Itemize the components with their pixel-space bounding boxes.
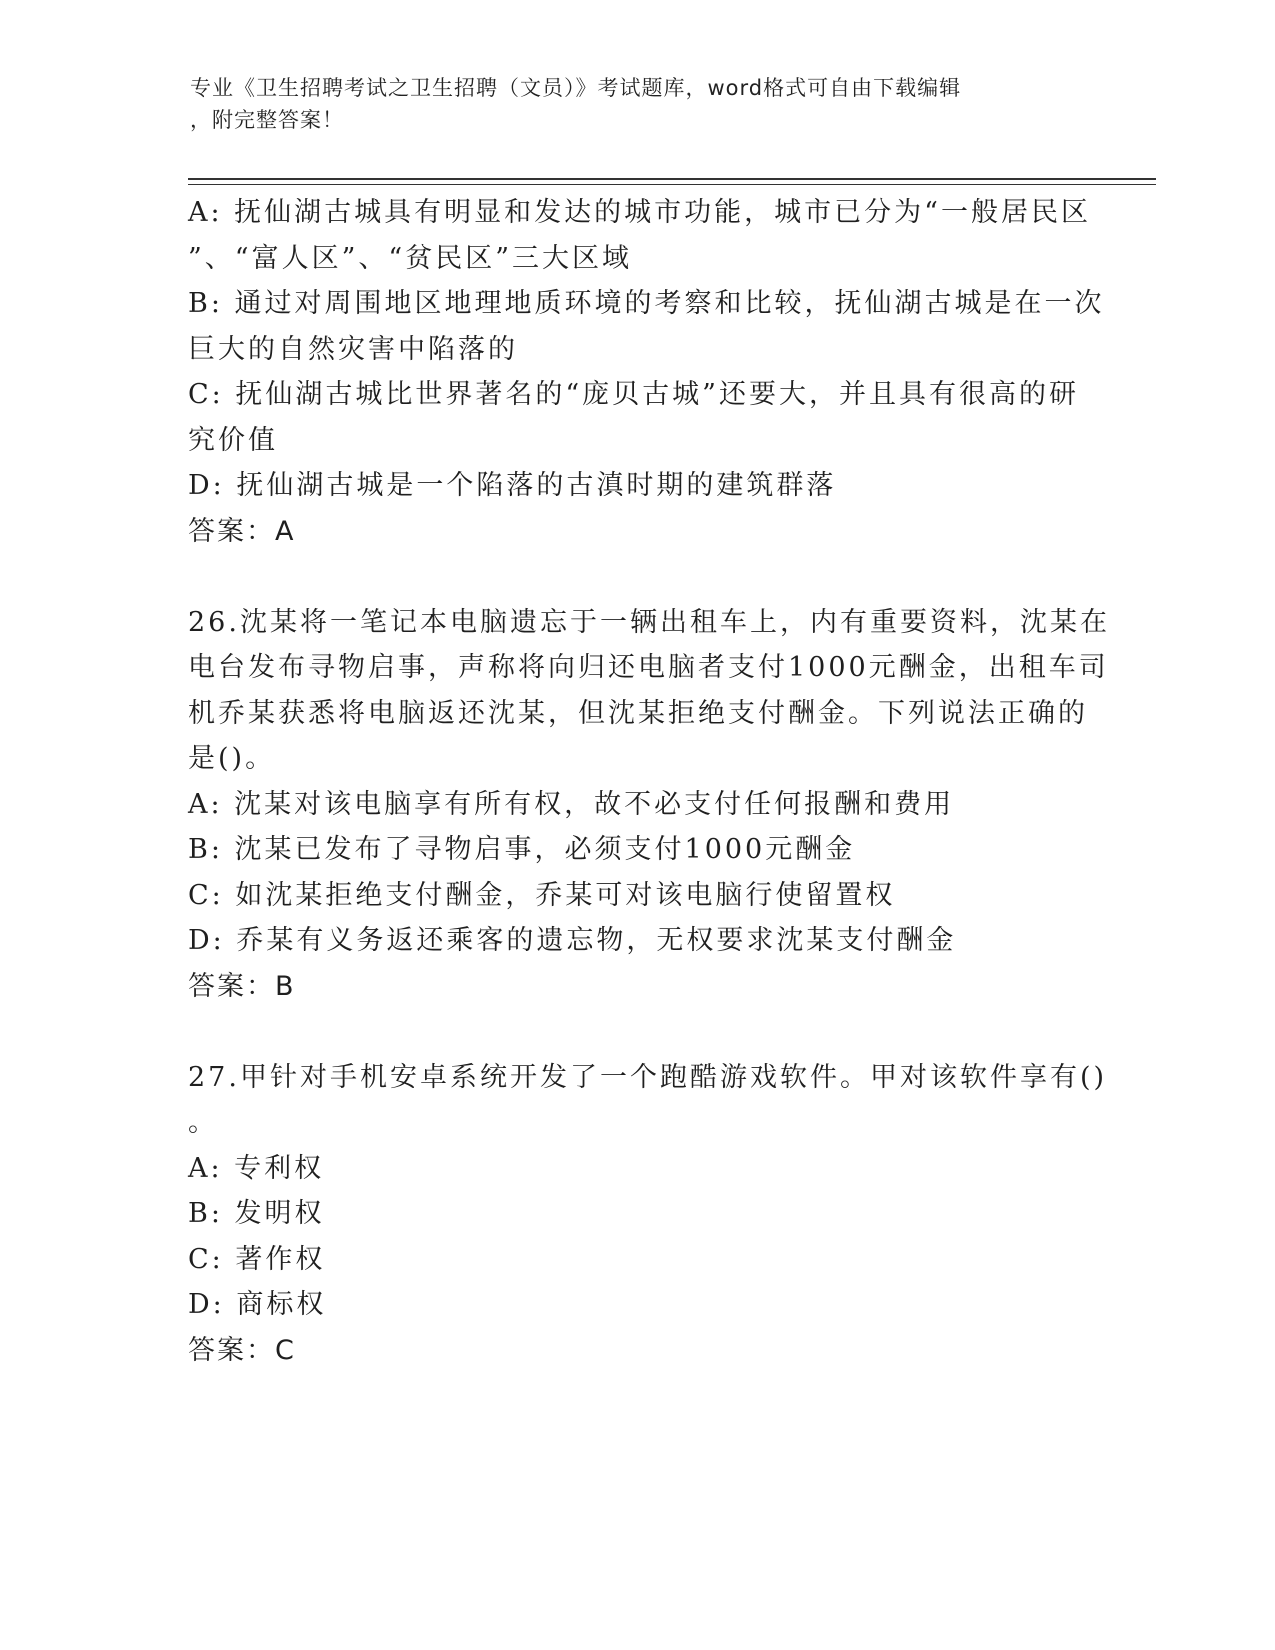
header-line-2: ，附完整答案！ bbox=[190, 108, 344, 132]
page-header bbox=[190, 72, 1070, 136]
q26-stem-line-1: 26.沈某将一笔记本电脑遗忘于一辆出租车上，内有重要资料，沈某在 bbox=[188, 606, 1110, 638]
q25-option-c-line-2: 究价值 bbox=[188, 424, 278, 456]
q25-option-a-line-2: ”、“富人区”、“贫民区”三大区域 bbox=[188, 242, 633, 274]
q25-answer: 答案：A bbox=[188, 515, 296, 547]
q25-option-d: D: 抚仙湖古城是一个陷落的古滇时期的建筑群落 bbox=[188, 470, 837, 501]
question-25-block bbox=[188, 190, 1105, 554]
q25-option-a-line-1: A: 抚仙湖古城具有明显和发达的城市功能，城市已分为“一般居民区 bbox=[188, 197, 1091, 228]
q27-answer: 答案：C bbox=[188, 1334, 296, 1366]
header-rule-thick bbox=[188, 178, 1156, 180]
question-27-block bbox=[188, 1055, 1108, 1374]
spacer bbox=[188, 1009, 1078, 1055]
header-rule-thin bbox=[188, 184, 1156, 185]
q26-stem-line-2: 电台发布寻物启事，声称将向归还电脑者支付1000元酬金，出租车司 bbox=[188, 652, 1109, 683]
q26-stem-line-4: 是()。 bbox=[188, 743, 276, 774]
q27-option-a: A: 专利权 bbox=[188, 1152, 325, 1184]
spacer bbox=[188, 554, 1078, 600]
question-content bbox=[188, 190, 1110, 1373]
q27-option-d: D: 商标权 bbox=[188, 1289, 327, 1320]
header-line-1: 专业《卫生招聘考试之卫生招聘（文员）》考试题库，word格式可自由下载编辑 bbox=[190, 76, 962, 100]
q26-option-a: A: 沈某对该电脑享有所有权，故不必支付任何报酬和费用 bbox=[188, 788, 955, 820]
q27-stem-line-1: 27.甲针对手机安卓系统开发了一个跑酷游戏软件。甲对该软件享有() bbox=[188, 1061, 1108, 1093]
q25-option-b-line-1: B: 通过对周围地区地理地质环境的考察和比较，抚仙湖古城是在一次 bbox=[188, 288, 1105, 319]
q26-option-c: C: 如沈某拒绝支付酬金，乔某可对该电脑行使留置权 bbox=[188, 879, 896, 911]
q27-option-c: C: 著作权 bbox=[188, 1243, 326, 1275]
q26-answer: 答案：B bbox=[188, 970, 296, 1002]
q26-option-b: B: 沈某已发布了寻物启事，必须支付1000元酬金 bbox=[188, 834, 856, 865]
q27-option-b: B: 发明权 bbox=[188, 1198, 325, 1229]
q26-option-d: D: 乔某有义务返还乘客的遗忘物，无权要求沈某支付酬金 bbox=[188, 925, 957, 956]
question-26-block bbox=[188, 600, 1110, 1010]
q27-stem-line-2: 。 bbox=[188, 1107, 218, 1138]
q25-option-b-line-2: 巨大的自然灾害中陷落的 bbox=[188, 333, 518, 365]
q25-option-c-line-1: C: 抚仙湖古城比世界著名的“庞贝古城”还要大，并且具有很高的研 bbox=[188, 379, 1079, 410]
q26-stem-line-3: 机乔某获悉将电脑返还沈某，但沈某拒绝支付酬金。下列说法正确的 bbox=[188, 697, 1088, 729]
